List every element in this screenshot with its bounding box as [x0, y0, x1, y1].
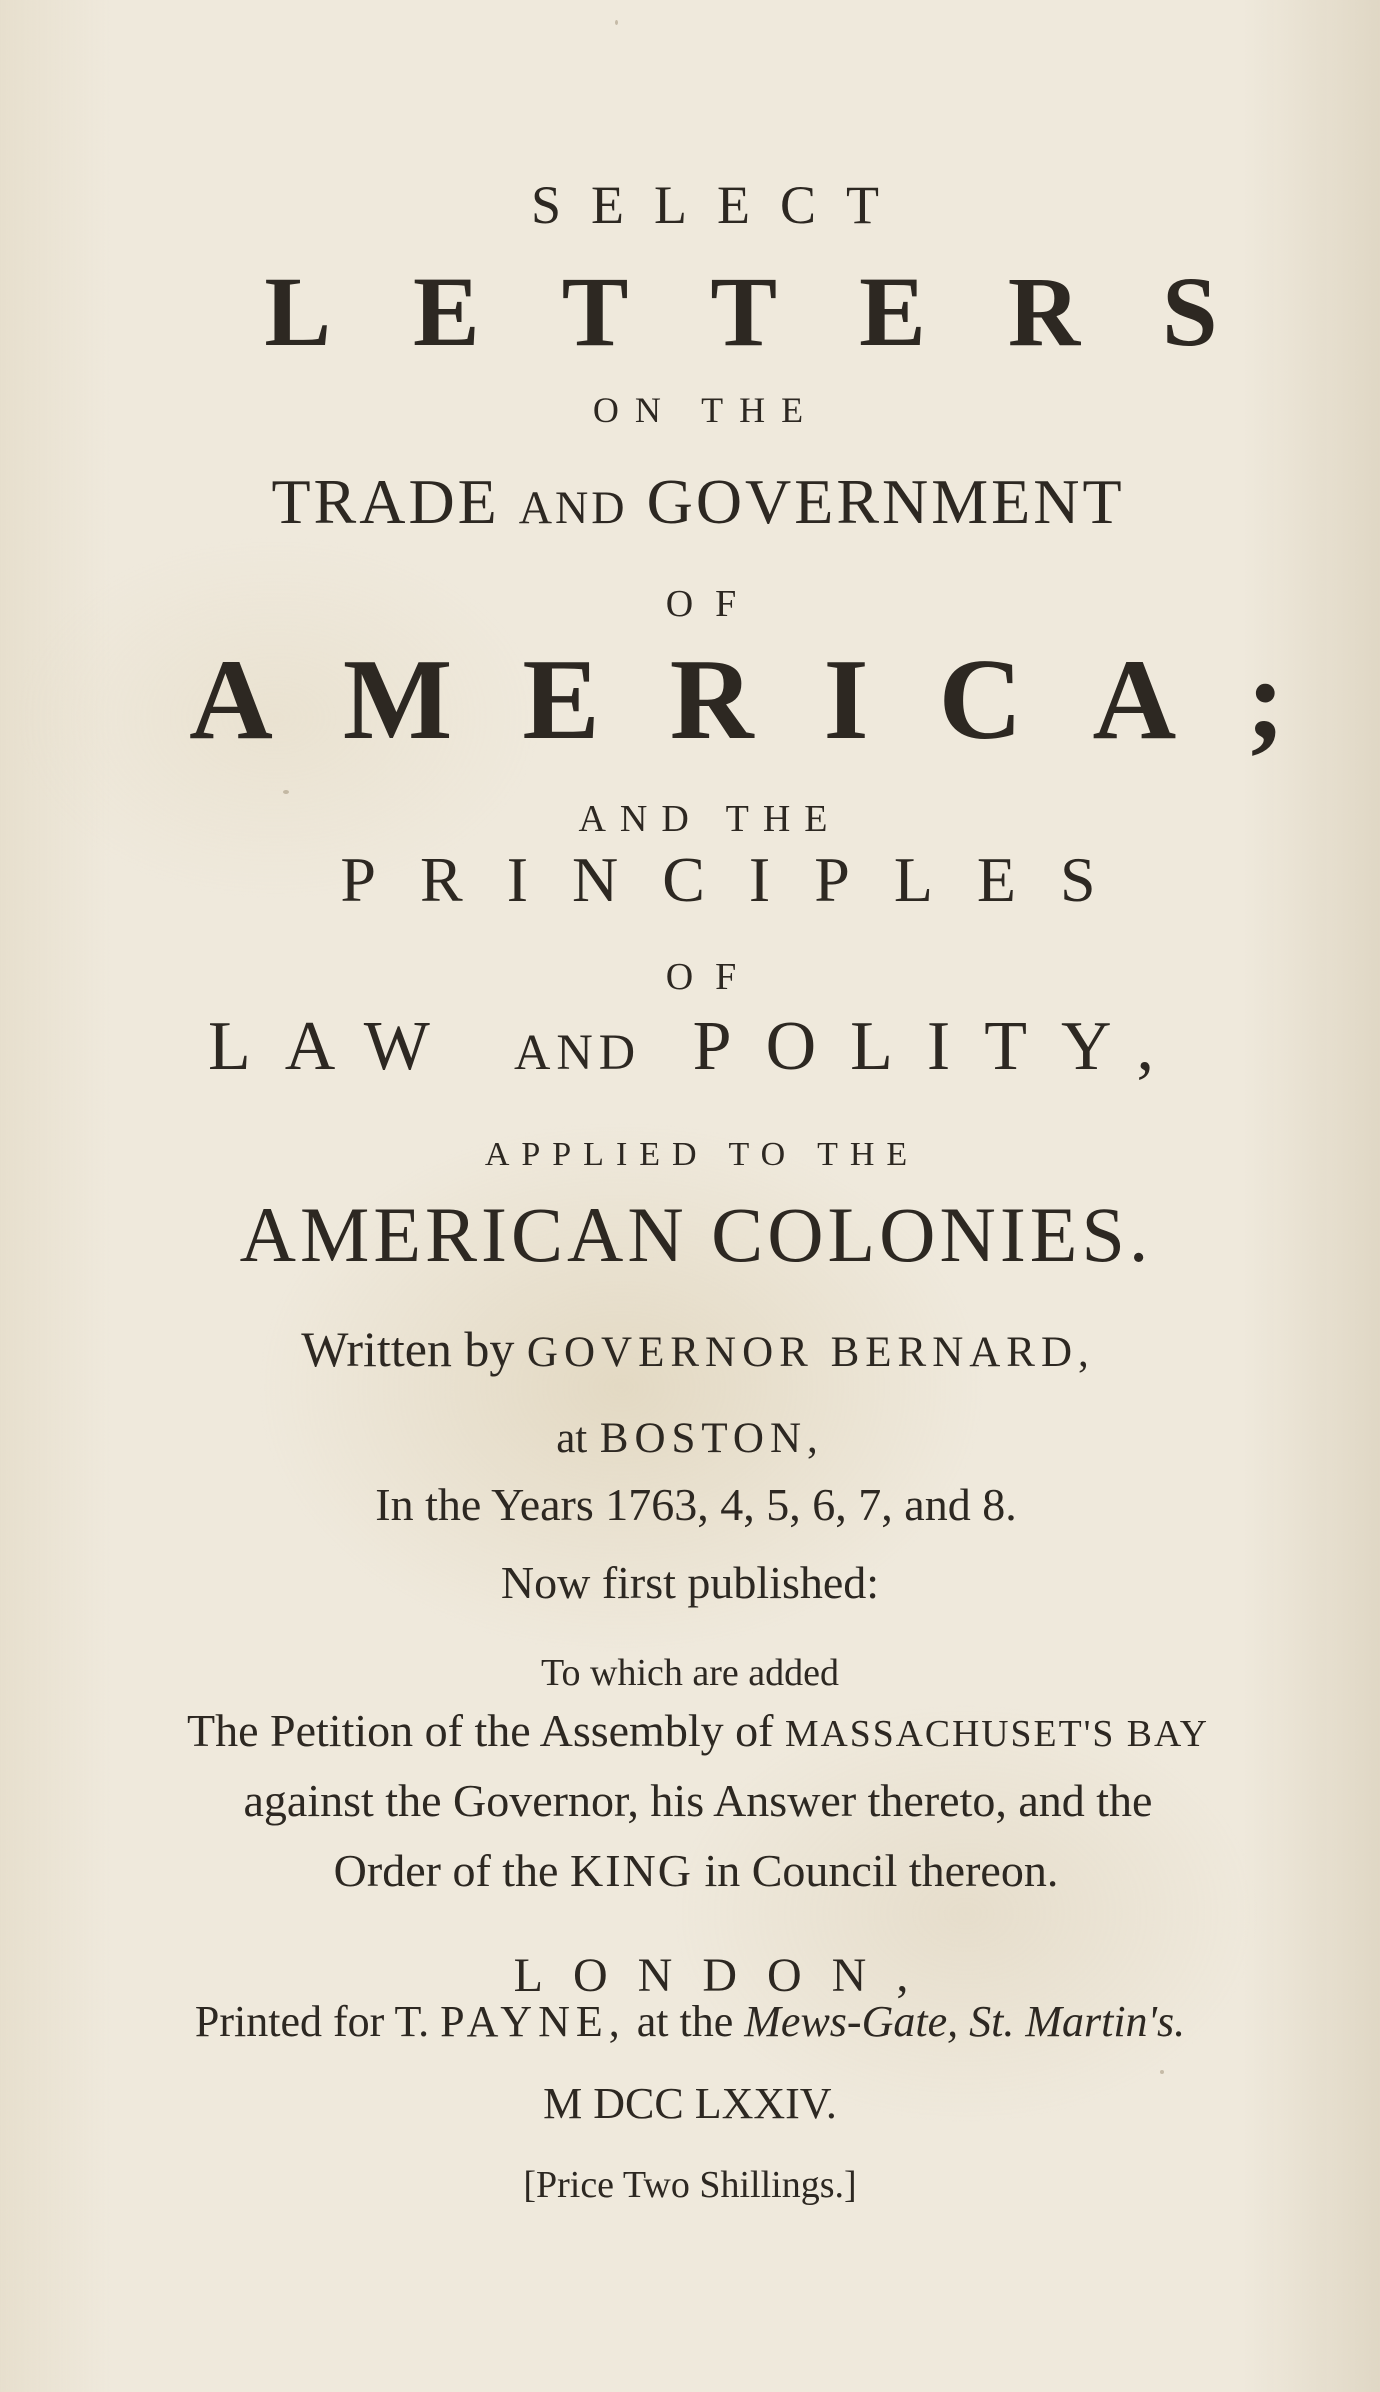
title-government: GOVERNMENT [646, 466, 1125, 537]
addition-line-3 [6, 1845, 1380, 1896]
title-trade-and: AND [518, 482, 628, 533]
addition-order: Order of the [333, 1845, 559, 1896]
title-law: LAW [207, 1008, 463, 1085]
imprint-at-the: at the [636, 1997, 734, 2046]
title-law-polity [8, 1008, 1380, 1085]
title-of-1: OF [665, 583, 759, 625]
title-trade-government [8, 466, 1380, 537]
author-years: In the Years 1763, 4, 5, 6, 7, and 8. [375, 1479, 1017, 1530]
addition-line-2: against the Governor, his Answer thereto, and the [243, 1775, 1153, 1826]
author-place-line [0, 1410, 1380, 1460]
title-principles: PRINCIPLES [340, 844, 1140, 915]
title-trade: TRADE [271, 466, 500, 537]
title-on-the: ON THE [592, 390, 820, 430]
imprint-date: M DCC LXXIV. [543, 2079, 837, 2128]
title-select: SELECT [531, 175, 909, 235]
paper-speck [283, 790, 289, 794]
imprint-printed-line [0, 1997, 1380, 2046]
addition-council: in Council thereon. [704, 1845, 1059, 1896]
title-law-and: AND [514, 1024, 642, 1080]
title-applied-to-the: APPLIED TO THE [484, 1136, 920, 1173]
title-america: AMERICA; [189, 636, 1355, 764]
author-name: GOVERNOR BERNARD, [526, 1329, 1095, 1376]
addition-intro: To which are added [540, 1652, 840, 1694]
title-american-colonies: AMERICAN COLONIES. [239, 1191, 1153, 1278]
title-of-2: OF [665, 956, 759, 998]
imprint-mews-gate: Mews-Gate, St. Martin's. [744, 1997, 1186, 2046]
imprint-london: LONDON, [513, 1949, 939, 2002]
imprint-price: [Price Two Shillings.] [523, 2164, 857, 2206]
imprint-payne: PAYNE, [440, 1997, 626, 2046]
author-line [8, 1321, 1380, 1377]
addition-line-1 [8, 1705, 1380, 1756]
paper-speck [1160, 2070, 1164, 2074]
author-place: BOSTON, [599, 1415, 824, 1462]
title-polity: POLITY, [692, 1008, 1189, 1085]
now-first-published: Now first published: [500, 1557, 880, 1608]
addition-massachusets-bay: MASSACHUSET'S BAY [784, 1713, 1209, 1755]
addition-king: KING [569, 1845, 693, 1896]
paper-speck [615, 20, 618, 25]
imprint-printed-for: Printed for T. [194, 1997, 430, 2046]
title-letters: LETTERS [264, 256, 1300, 367]
author-written-by: Written by [301, 1321, 515, 1377]
title-and-the: AND THE [578, 798, 842, 840]
addition-petition: The Petition of the Assembly of [187, 1705, 774, 1756]
author-at: at [556, 1415, 588, 1462]
